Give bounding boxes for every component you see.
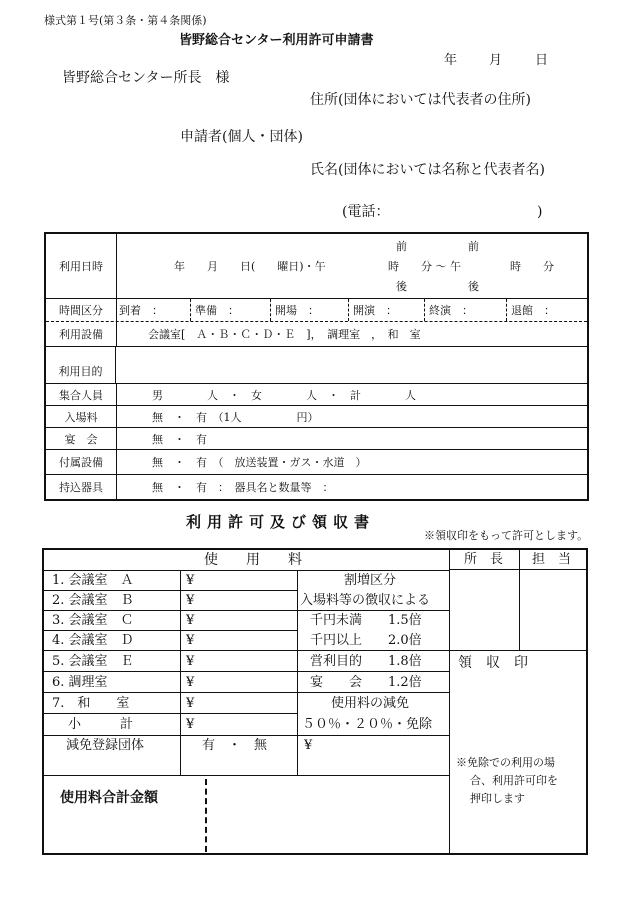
- item-subtotal: 小 計: [68, 717, 134, 732]
- line: [44, 713, 297, 714]
- segment-exit[interactable]: 退館 ：: [506, 299, 587, 321]
- date-day: 日: [535, 53, 549, 68]
- datetime-main-c[interactable]: 時 分: [510, 260, 554, 273]
- line: [44, 671, 449, 672]
- name-label: 氏名(団体においては名称と代表者名): [310, 162, 545, 178]
- row-attendees: [46, 384, 587, 406]
- line: [449, 569, 586, 570]
- brought-items-value[interactable]: 無 ・ 有 ： 器具名と数量等 ：: [152, 481, 334, 494]
- equipment-value[interactable]: 無 ・ 有 （ 放送装置・ガス・水道 ）: [152, 456, 367, 469]
- line: [519, 550, 520, 650]
- attendees-value[interactable]: 男 人 ・ 女 人 ・ 計 人: [152, 388, 416, 402]
- dash-line: [297, 610, 449, 611]
- yen-mark[interactable]: ¥: [186, 593, 195, 608]
- admission-value[interactable]: 無 ・ 有 （1人 円）: [152, 410, 319, 424]
- exempt-org-label: 減免登録団体: [66, 738, 145, 753]
- line: [44, 570, 449, 571]
- yen-mark[interactable]: ¥: [186, 613, 195, 628]
- usage-datetime-label: 利用日時: [46, 234, 117, 298]
- receipt-note: ※領収印をもって許可とします。: [424, 529, 589, 542]
- row-facility: [46, 322, 587, 347]
- segment-doors-open[interactable]: 開場 ：: [270, 299, 349, 321]
- date-year: 年: [444, 53, 458, 68]
- item-room-c: 3. 会議室 Ｃ: [52, 613, 134, 628]
- line: [44, 692, 449, 693]
- row-brought-items: [46, 475, 587, 499]
- stamp-note-3: 押印します: [470, 792, 525, 805]
- exempt-choice[interactable]: 有 ・ 無: [202, 738, 268, 753]
- line: [449, 550, 450, 853]
- item-room-e: 5. 会議室 Ｅ: [52, 654, 134, 669]
- row-admission: [46, 406, 587, 428]
- page-title: 皆野総合センター利用許可申請書: [179, 33, 374, 48]
- line: [44, 735, 449, 736]
- line: [44, 630, 297, 631]
- reduction-header: 使用料の減免: [331, 696, 410, 711]
- phone-close: ): [537, 204, 543, 220]
- pm-mark-1: 後: [396, 280, 407, 293]
- attendees-label: 集合人員: [46, 384, 117, 405]
- surcharge-banquet: 宴 会 1.2倍: [310, 675, 422, 690]
- segment-end[interactable]: 終演 ：: [424, 299, 507, 321]
- row-purpose: [46, 347, 587, 384]
- stamp-note-1: ※免除での利用の場: [456, 756, 555, 769]
- line: [44, 650, 449, 651]
- facility-value[interactable]: 会議室[ Ａ・Ｂ・Ｃ・Ｄ・Ｅ ]， 調理室 ， 和 室: [148, 328, 421, 341]
- item-cooking-room: 6. 調理室: [52, 675, 108, 690]
- yen-mark[interactable]: ¥: [186, 675, 195, 690]
- banquet-label: 宴 会: [46, 428, 117, 449]
- row-usage-datetime: [46, 234, 587, 299]
- datetime-main-b[interactable]: 時 分 ～ 午: [388, 260, 461, 273]
- surcharge-admission: 入場料等の徴収による: [300, 593, 431, 608]
- surcharge-over-1000: 千円以上 2.0倍: [310, 633, 422, 648]
- surcharge-under-1000: 千円未満 1.5倍: [310, 613, 422, 628]
- banquet-value[interactable]: 無 ・ 有: [152, 432, 207, 446]
- brought-items-label: 持込器具: [46, 475, 117, 499]
- fee-header: 使 用 料: [204, 552, 302, 568]
- yen-mark[interactable]: ¥: [186, 633, 195, 648]
- line: [180, 570, 181, 775]
- phone-open: (電話：: [342, 204, 390, 220]
- segment-arrival[interactable]: 到着 ：: [119, 304, 163, 317]
- director-header: 所 長: [464, 552, 504, 567]
- addressee: 皆野総合センター所長 様: [62, 70, 230, 86]
- application-form: [44, 232, 589, 501]
- total-label: 使用料合計金額: [60, 790, 158, 806]
- admission-label: 入場料: [46, 406, 117, 427]
- row-equipment: [46, 450, 587, 475]
- exempt-yen-mark[interactable]: ¥: [304, 738, 313, 753]
- line: [297, 570, 298, 775]
- surcharge-commercial: 営利目的 1.8倍: [310, 654, 422, 669]
- purpose-label: 利用目的: [46, 347, 116, 383]
- segment-prep[interactable]: 準備 ：: [190, 299, 271, 321]
- surcharge-header: 割増区分: [344, 573, 397, 588]
- line: [449, 650, 586, 651]
- pm-mark-2: 後: [468, 280, 479, 293]
- row-banquet: [46, 428, 587, 450]
- yen-mark[interactable]: ¥: [186, 654, 195, 669]
- item-room-b: 2. 会議室 Ｂ: [52, 593, 134, 608]
- am-mark-2: 前: [468, 240, 479, 253]
- stamp-label: 領 収 印: [458, 655, 528, 671]
- item-room-d: 4. 会議室 Ｄ: [52, 633, 134, 648]
- yen-mark[interactable]: ¥: [186, 696, 195, 711]
- item-room-a: 1. 会議室 Ａ: [52, 573, 134, 588]
- am-mark-1: 前: [396, 240, 407, 253]
- equipment-label: 付属設備: [46, 450, 117, 474]
- item-japanese-room: 7. 和 室: [52, 696, 130, 711]
- fee-table: [42, 548, 588, 855]
- stamp-note-2: 合、利用許可印を: [470, 774, 558, 787]
- receipt-title: 利用許可及び領収書: [186, 513, 376, 531]
- facility-label: 利用設備: [46, 322, 117, 346]
- datetime-main-a[interactable]: 年 月 日( 曜日)・午: [174, 260, 326, 273]
- staff-header: 担 当: [532, 552, 572, 567]
- time-division-label: 時間区分: [46, 299, 117, 321]
- line: [44, 590, 297, 591]
- address-label: 住所(団体においては代表者の住所): [310, 92, 531, 108]
- form-number: 様式第１号(第３条・第４条関係): [44, 14, 207, 27]
- applicant-label: 申請者(個人・団体): [180, 129, 303, 145]
- total-divider: [205, 779, 207, 852]
- segment-start[interactable]: 開演 ：: [348, 299, 425, 321]
- yen-mark[interactable]: ¥: [186, 717, 195, 732]
- reduction-options[interactable]: ５０％・２０％・免除: [302, 717, 433, 732]
- date-month: 月: [489, 53, 503, 68]
- row-time-division: [46, 299, 587, 322]
- line: [44, 775, 449, 776]
- yen-mark[interactable]: ¥: [186, 573, 195, 588]
